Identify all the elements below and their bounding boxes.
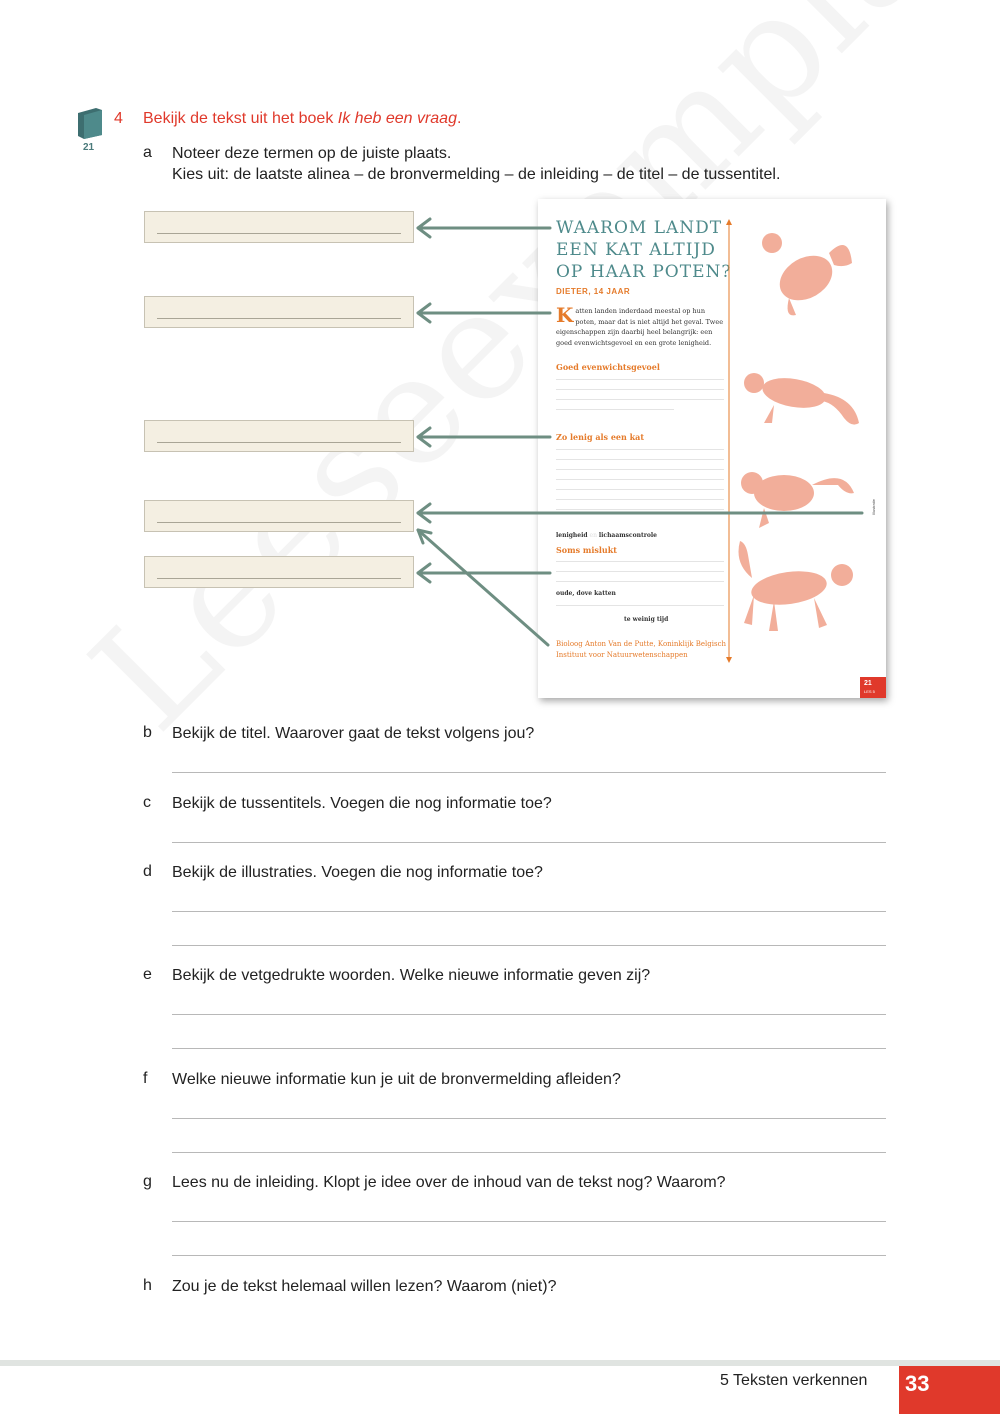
- book-page-badge: 21 LES 5: [860, 677, 886, 698]
- answer-box-1[interactable]: [144, 211, 414, 243]
- footer-chapter: 5 Teksten verkennen: [720, 1372, 868, 1389]
- answer-line-d-2[interactable]: [172, 945, 886, 946]
- answer-box-3[interactable]: [144, 420, 414, 452]
- book-page-source: Bioloog Anton Van de Putte, Koninklijk Belgisch Instituut voor Natuurwetenschappen: [556, 640, 727, 659]
- answer-line-b[interactable]: [172, 772, 886, 773]
- timeline-arrow-icon: [724, 219, 734, 664]
- question-f-letter: f: [143, 1070, 148, 1087]
- page-number: 33: [899, 1366, 1000, 1414]
- answer-box-5[interactable]: [144, 556, 414, 588]
- title-book: Ik heb een vraag: [337, 110, 457, 127]
- answer-line-d-1[interactable]: [172, 911, 886, 912]
- question-d-text: Bekijk de illustraties. Voegen die nog informatie toe?: [172, 864, 543, 881]
- question-b-letter: b: [143, 724, 152, 741]
- book-page-ref: 21: [83, 142, 95, 153]
- answer-line-e-1[interactable]: [172, 1014, 886, 1015]
- book-icon: [76, 107, 104, 139]
- exercise-title: [143, 110, 461, 128]
- answer-line-e-2[interactable]: [172, 1048, 886, 1049]
- book-page-paragraph-3: [556, 557, 724, 625]
- book-page-heading-2: Zo lenig als een kat: [556, 432, 645, 442]
- question-f-text: Welke nieuwe informatie kun je uit de bronvermelding afleiden?: [172, 1071, 621, 1088]
- answer-line-f-1[interactable]: [172, 1118, 886, 1119]
- book-page-credit: Illustratie: [871, 499, 876, 516]
- bold-word-te-weinig-tijd: te weinig tijd: [624, 615, 669, 623]
- question-b-text: Bekijk de titel. Waarover gaat de tekst volgens jou?: [172, 725, 535, 742]
- question-g-text: Lees nu de inleiding. Klopt je idee over de inhoud van de tekst nog? Waarom?: [172, 1174, 726, 1191]
- exercise-number: 4: [114, 110, 123, 127]
- book-page-title: WAAROM LANDT EEN KAT ALTIJD OP HAAR POTEN?: [556, 218, 732, 282]
- footer-divider: [0, 1360, 1000, 1366]
- question-c-letter: c: [143, 794, 151, 811]
- bold-word-oude-dove-katten: oude, dove katten: [556, 590, 616, 597]
- part-a-line2: Kies uit: de laatste alinea – de bronvermelding – de inleiding – de titel – de tussentitel.: [172, 166, 781, 183]
- answer-line-f-2[interactable]: [172, 1152, 886, 1153]
- title-prefix: Bekijk de tekst uit het boek: [143, 110, 338, 127]
- question-d-letter: d: [143, 863, 152, 880]
- book-page-heading-3: Soms mislukt: [556, 545, 617, 555]
- bold-word-lichaamscontrole: lichaamscontrole: [598, 532, 657, 539]
- falling-cat-illustrations: [734, 223, 869, 643]
- question-g-letter: g: [143, 1173, 152, 1190]
- part-a-line1: Noteer deze termen op de juiste plaats.: [172, 145, 452, 162]
- book-page-author: DIETER, 14 JAAR: [556, 287, 631, 296]
- answer-line-g-2[interactable]: [172, 1255, 886, 1256]
- part-a-letter: a: [143, 144, 152, 161]
- question-e-letter: e: [143, 966, 152, 983]
- answer-line-g-1[interactable]: [172, 1221, 886, 1222]
- question-c-text: Bekijk de tussentitels. Voegen die nog informatie toe?: [172, 795, 552, 812]
- bold-word-lenigheid: lenigheid: [556, 532, 588, 539]
- book-page-paragraph-1: [556, 375, 724, 427]
- book-page-paragraph-2: lenigheid en lichaamscontrole: [556, 445, 724, 542]
- book-page-thumbnail: [538, 199, 886, 698]
- answer-box-4[interactable]: [144, 500, 414, 532]
- answer-line-c[interactable]: [172, 842, 886, 843]
- question-h-letter: h: [143, 1277, 152, 1294]
- book-page-heading-1: Goed evenwichtsgevoel: [556, 362, 660, 372]
- question-h-text: Zou je de tekst helemaal willen lezen? Waarom (niet)?: [172, 1278, 557, 1295]
- title-suffix: .: [456, 110, 462, 127]
- question-e-text: Bekijk de vetgedrukte woorden. Welke nieuwe informatie geven zij?: [172, 967, 651, 984]
- book-page-intro: Katten landen inderdaad meestal op hun poten, maar dat is niet altijd het geval. Twee eigenschappen zijn daarbij heel belangrijk: een goed evenwichtsgevoel en een grote lenigheid.: [556, 303, 724, 347]
- answer-box-2[interactable]: [144, 296, 414, 328]
